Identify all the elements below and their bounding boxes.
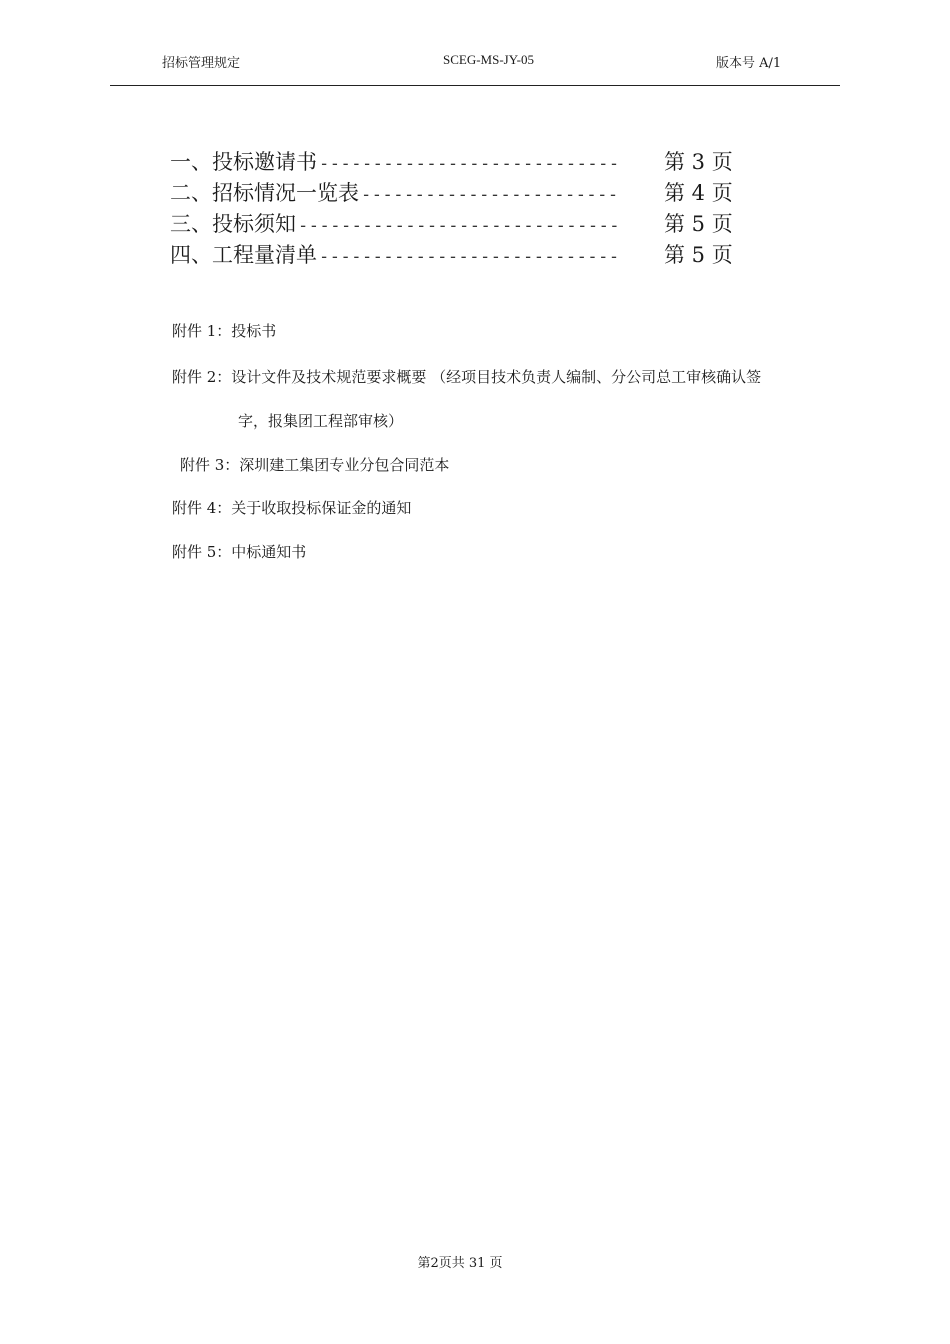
- page-number: 第2页共 31 页: [417, 1256, 503, 1271]
- toc-page-ref: 第 4 页: [664, 181, 733, 205]
- toc-item[interactable]: [170, 148, 733, 179]
- toc-item[interactable]: [170, 210, 733, 241]
- toc-item[interactable]: [170, 241, 733, 272]
- attachment-2-continuation: 字，报集团工程部审核）: [238, 412, 404, 430]
- attachment-4: 附件 4：关于收取投标保证金的通知: [172, 499, 412, 517]
- toc-leader: ------------------------------: [298, 216, 621, 236]
- toc-page-ref: 第 5 页: [664, 243, 733, 267]
- toc-leader: ------------------------: [361, 185, 619, 205]
- attachment-5: 附件 5：中标通知书: [172, 543, 307, 561]
- header-doc-title: 招标管理规定: [162, 56, 241, 71]
- header-doc-code: SCEG-MS-JY-05: [443, 52, 535, 67]
- toc-item[interactable]: [170, 179, 733, 210]
- toc-item-label: 二、招标情况一览表: [170, 181, 359, 205]
- toc-page-ref: 第 5 页: [664, 212, 733, 236]
- toc-item-label: 四、工程量清单: [170, 243, 317, 267]
- toc-item-label: 三、投标须知: [170, 212, 296, 236]
- attachment-2: 附件 2：设计文件及技术规范要求概要 （经项目技术负责人编制、分公司总工审核确认签: [172, 368, 762, 386]
- table-of-contents: [170, 148, 733, 272]
- toc-leader: ----------------------------: [319, 154, 620, 174]
- header-divider: [110, 85, 840, 86]
- header-version: 版本号 A/1: [716, 56, 782, 71]
- toc-page-ref: 第 3 页: [664, 150, 733, 174]
- attachment-3: 附件 3：深圳建工集团专业分包合同范本: [180, 456, 450, 474]
- page-header: [110, 52, 840, 72]
- page-footer: [0, 1252, 920, 1271]
- attachment-1: 附件 1：投标书: [172, 322, 277, 340]
- toc-item-label: 一、投标邀请书: [170, 150, 317, 174]
- toc-leader: ----------------------------: [319, 247, 620, 267]
